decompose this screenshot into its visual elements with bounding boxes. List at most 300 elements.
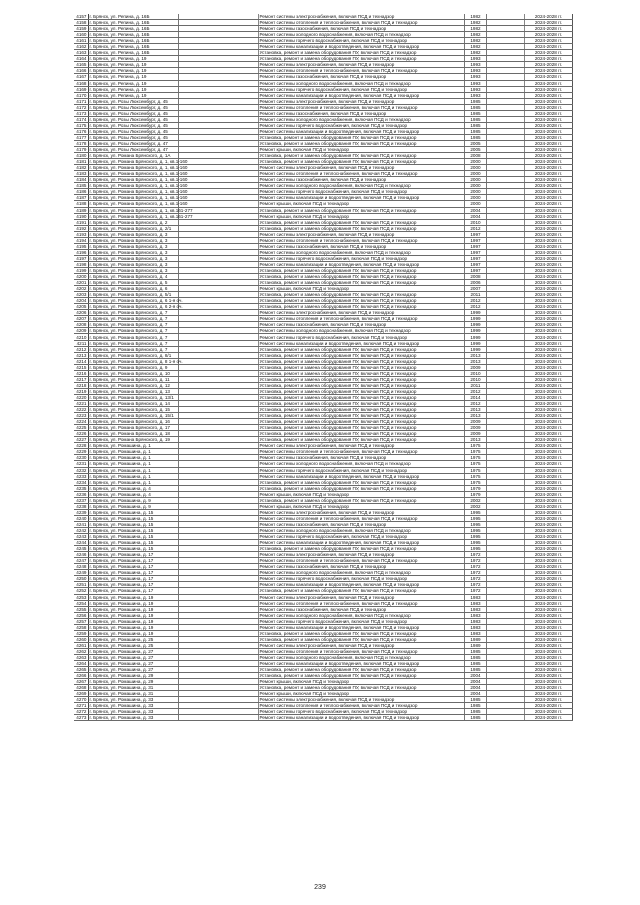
address-cell: г. Брянск, ул. Романа Брянского, д. 1, кв.1-160 [89, 201, 188, 207]
year-cell: 2013 [464, 437, 486, 443]
capital-repair-register-table [74, 14, 573, 721]
period-cell: 2024-2028 гг. [524, 691, 572, 697]
row-number: 4216 [74, 370, 88, 376]
year-cell: 1983 [464, 612, 486, 618]
row-number: 4176 [74, 128, 88, 134]
period-cell: 2024-2028 гг. [524, 195, 572, 201]
address-cell: г. Брянск, ул. Репина, д. 19 [88, 62, 178, 68]
row-number: 4165 [74, 62, 88, 68]
row-number: 4271 [74, 703, 88, 709]
address-cell: г. Брянск, ул. Ромашина, д. 19 [88, 618, 178, 624]
period-cell: 2024-2028 гг. [524, 594, 572, 600]
row-number: 4195 [74, 243, 88, 249]
work-type-cell: Установка, ремонт и замена оборудования ПУ, включая ПСД и технадзор [258, 207, 464, 213]
year-cell: 2013 [464, 358, 486, 364]
address-cell: г. Брянск, ул. Романа Брянского, д. 10 [88, 370, 178, 376]
address-cell: г. Брянск, ул. Романа Брянского, д. 2/1 [88, 225, 178, 231]
work-type-cell: Ремонт системы газоснабжения, включая ПСД и технадзор [258, 322, 464, 328]
work-type-cell: Ремонт системы канализации и водоотведения, включая ПСД и технадзор [258, 582, 464, 588]
year-cell: 2004 [464, 213, 486, 219]
address-cell: г. Брянск, ул. Ромашина, д. 15 [88, 515, 178, 521]
year-cell: 1983 [464, 594, 486, 600]
address-cell: г. Брянск, ул. Ромашина, д. 19 [88, 594, 178, 600]
year-cell: 2012 [464, 388, 486, 394]
year-cell: 1995 [464, 540, 486, 546]
row-number: 4207 [74, 316, 88, 322]
year-cell: 1985 [464, 116, 486, 122]
year-cell: 1979 [464, 485, 486, 491]
year-cell: 2002 [464, 503, 486, 509]
row-number: 4164 [74, 56, 88, 62]
address-cell: г. Брянск, ул. Репина, д. 16Б [88, 14, 178, 20]
year-cell: 2004 [464, 691, 486, 697]
table-body [74, 14, 572, 721]
period-cell: 2024-2028 гг. [524, 128, 572, 134]
period-cell: 2024-2028 гг. [524, 249, 572, 255]
year-cell: 2000 [464, 195, 486, 201]
year-cell: 1993 [464, 56, 486, 62]
row-number: 4199 [74, 267, 88, 273]
address-cell: г. Брянск, ул. Ромашина, д. 19 [88, 606, 178, 612]
period-cell: 2024-2028 гг. [524, 352, 572, 358]
address-cell: г. Брянск, ул. Ромашина, д. 17 [88, 552, 178, 558]
work-type-cell: Ремонт системы отопления и теплоснабжения, включая ПСД и технадзор [258, 20, 464, 26]
year-cell: 1993 [464, 86, 486, 92]
address-cell: г. Брянск, ул. Ромашина, д. 15 [88, 546, 178, 552]
year-cell: 1975 [464, 455, 486, 461]
period-cell: 2024-2028 гг. [524, 485, 572, 491]
row-number: 4241 [74, 521, 88, 527]
period-cell: 2024-2028 гг. [524, 171, 572, 177]
year-cell: 1982 [464, 20, 486, 26]
period-cell: 2024-2028 гг. [524, 582, 572, 588]
work-type-cell: Ремонт системы горячего водоснабжения, включая ПСД и технадзор [258, 334, 464, 340]
row-number: 4258 [74, 624, 88, 630]
year-cell: 1982 [464, 50, 486, 56]
address-cell: г. Брянск, ул. Романа Брянского, д. 3 [88, 267, 178, 273]
row-number: 4265 [74, 667, 88, 673]
work-type-cell: Установка, ремонт и замена оборудования ПУ, включая ПСД и технадзор [258, 267, 464, 273]
year-cell: 1972 [464, 558, 486, 564]
row-number: 4201 [74, 280, 88, 286]
work-type-cell: Ремонт системы холодного водоснабжения, включая ПСД и технадзор [258, 80, 464, 86]
row-number: 4179 [74, 147, 88, 153]
work-type-cell: Установка, ремонт и замена оборудования ПУ, включая ПСД и технадзор [258, 407, 464, 413]
row-number: 4242 [74, 527, 88, 533]
year-cell: 1985 [464, 128, 486, 134]
address-cell: г. Брянск, ул. Ромашина, д. 15 [88, 509, 178, 515]
year-cell: 2000 [464, 171, 486, 177]
year-cell: 2000 [464, 165, 486, 171]
address-cell: г. Брянск, ул. Романа Брянского, д. 8/1 [88, 352, 178, 358]
row-number: 4203 [74, 292, 88, 298]
row-number: 4172 [74, 104, 88, 110]
row-number: 4185 [74, 183, 88, 189]
row-number: 4229 [74, 449, 88, 455]
period-cell: 2024-2028 гг. [524, 134, 572, 140]
row-number: 4239 [74, 509, 88, 515]
address-cell: г. Брянск, ул. Репина, д. 16Б [88, 32, 178, 38]
work-type-cell: Ремонт системы электроснабжения, включая ПСД и технадзор [258, 310, 464, 316]
year-cell: 1983 [464, 606, 486, 612]
period-cell: 2024-2028 гг. [524, 624, 572, 630]
row-number: 4186 [74, 189, 88, 195]
row-number: 4270 [74, 697, 88, 703]
year-cell: 1985 [464, 104, 486, 110]
address-cell: г. Брянск, ул. Ромашина, д. 29 [88, 673, 178, 679]
year-cell: 1995 [464, 521, 486, 527]
work-type-cell: Ремонт системы горячего водоснабжения, включая ПСД и технадзор [258, 709, 464, 715]
period-cell: 2024-2028 гг. [524, 116, 572, 122]
work-type-cell: Ремонт системы канализации и водоотведения, включая ПСД и технадзор [258, 195, 464, 201]
year-cell: 1972 [464, 582, 486, 588]
row-number: 4219 [74, 388, 88, 394]
period-cell: 2024-2028 гг. [524, 255, 572, 261]
year-cell: 1999 [464, 316, 486, 322]
year-cell: 2000 [464, 201, 486, 207]
period-cell: 2024-2028 гг. [524, 654, 572, 660]
address-cell: г. Брянск, ул. Ромашина, д. 33 [88, 703, 178, 709]
work-type-cell: Установка, ремонт и замена оборудования ПУ, включая ПСД и технадзор [258, 358, 464, 364]
work-type-cell: Ремонт системы газоснабжения, включая ПСД и технадзор [258, 110, 464, 116]
work-type-cell: Ремонт системы газоснабжения, включая ПСД и технадзор [258, 26, 464, 32]
year-cell: 1983 [464, 618, 486, 624]
row-number: 4262 [74, 648, 88, 654]
row-number: 4238 [74, 503, 88, 509]
work-type-cell: Ремонт системы отопления и теплоснабжения, включая ПСД и технадзор [258, 237, 464, 243]
year-cell: 2013 [464, 413, 486, 419]
blank-cell [486, 715, 524, 721]
row-number: 4250 [74, 576, 88, 582]
work-type-cell: Установка, ремонт и замена оборудования ПУ, включая ПСД и технадзор [258, 140, 464, 146]
work-type-cell: Установка, ремонт и замена оборудования ПУ, включая ПСД и технадзор [258, 153, 464, 159]
work-type-cell: Установка, ремонт и замена оборудования ПУ, включая ПСД и технадзор [258, 298, 464, 304]
address-cell: г. Брянск, ул. Романа Брянского, д. 15 [88, 407, 178, 413]
row-number: 4222 [74, 407, 88, 413]
work-type-cell: Ремонт системы отопления и теплоснабжения, включая ПСД и технадзор [258, 449, 464, 455]
work-type-cell: Ремонт системы электроснабжения, включая ПСД и технадзор [258, 231, 464, 237]
address-cell: г. Брянск, ул. Романа Брянского, д. 18 [88, 431, 178, 437]
period-cell: 2024-2028 гг. [524, 630, 572, 636]
row-number: 4205 [74, 304, 88, 310]
work-type-cell: Ремонт системы холодного водоснабжения, включая ПСД и технадзор [258, 328, 464, 334]
address-cell: г. Брянск, ул. Ромашина, д. 17 [88, 576, 178, 582]
year-cell: 1985 [464, 661, 486, 667]
year-cell: 2014 [464, 394, 486, 400]
work-type-cell: Установка, ремонт и замена оборудования ПУ, включая ПСД и технадзор [258, 588, 464, 594]
period-cell: 2024-2028 гг. [524, 334, 572, 340]
blank-cell [178, 715, 258, 721]
period-cell: 2024-2028 гг. [524, 618, 572, 624]
year-cell: 2004 [464, 679, 486, 685]
work-type-cell: Установка, ремонт и замена оборудования ПУ, включая ПСД и технадзор [258, 673, 464, 679]
work-type-cell: Ремонт системы отопления и теплоснабжения, включая ПСД и технадзор [258, 171, 464, 177]
address-cell: г. Брянск, ул. Розы Люксембург, д. 45 [88, 98, 178, 104]
period-cell: 2024-2028 гг. [524, 280, 572, 286]
row-number: 4190 [74, 213, 88, 219]
address-cell: г. Брянск, ул. Романа Брянского, д. 7 [88, 334, 178, 340]
work-type-cell: Ремонт системы отопления и теплоснабжения, включая ПСД и технадзор [258, 648, 464, 654]
work-type-cell: Ремонт системы канализации и водоотведения, включая ПСД и технадзор [258, 92, 464, 98]
year-cell: 2012 [464, 298, 486, 304]
work-type-cell: Установка, ремонт и замена оборудования ПУ, включая ПСД и технадзор [258, 546, 464, 552]
work-type-cell: Установка, ремонт и замена оборудования ПУ, включая ПСД и технадзор [258, 497, 464, 503]
period-cell: 2024-2028 гг. [524, 74, 572, 80]
row-number: 4202 [74, 286, 88, 292]
work-type-cell: Установка, ремонт и замена оборудования ПУ, включая ПСД и технадзор [258, 485, 464, 491]
address-cell: г. Брянск, ул. Романа Брянского, д. 3 [88, 261, 178, 267]
row-number: 4177 [74, 134, 88, 140]
period-cell: 2024-2028 гг. [524, 588, 572, 594]
address-cell: г. Брянск, ул. Репина, д. 16Б [88, 38, 178, 44]
row-number: 4173 [74, 110, 88, 116]
work-type-cell: Установка, ремонт и замена оборудования ПУ, включая ПСД и технадзор [258, 636, 464, 642]
row-number: 4251 [74, 582, 88, 588]
period-cell: 2024-2028 гг. [524, 461, 572, 467]
row-number: 4227 [74, 437, 88, 443]
period-cell: 2024-2028 гг. [524, 515, 572, 521]
year-cell: 1975 [464, 449, 486, 455]
period-cell: 2024-2028 гг. [524, 26, 572, 32]
row-number: 4208 [74, 322, 88, 328]
year-cell: 1989 [464, 636, 486, 642]
work-type-cell: Ремонт системы электроснабжения, включая ПСД и технадзор [258, 165, 464, 171]
period-cell: 2024-2028 гг. [524, 201, 572, 207]
row-number: 4168 [74, 80, 88, 86]
address-cell: г. Брянск, ул. Ромашина, д. 1 [88, 443, 178, 449]
work-type-cell: Ремонт системы канализации и водоотведения, включая ПСД и технадзор [258, 540, 464, 546]
work-type-cell: Установка, ремонт и замена оборудования ПУ, включая ПСД и технадзор [258, 159, 464, 165]
year-cell: 2008 [464, 274, 486, 280]
work-type-cell: Ремонт системы газоснабжения, включая ПСД и технадзор [258, 455, 464, 461]
address-cell: г. Брянск, ул. Романа Брянского, д. 14 [88, 401, 178, 407]
period-cell: 2024-2028 гг. [524, 546, 572, 552]
period-cell: 2024-2028 гг. [524, 636, 572, 642]
row-number: 4261 [74, 642, 88, 648]
address-cell: г. Брянск, ул. Романа Брянского, д. 3 [88, 243, 178, 249]
row-number: 4174 [74, 116, 88, 122]
address-cell: г. Брянск, ул. Ромашина, д. 15 [88, 534, 178, 540]
address-cell: г. Брянск, ул. Ромашина, д. 1 [88, 461, 178, 467]
row-number: 4158 [74, 20, 88, 26]
address-cell: г. Брянск, ул. Романа Брянского, д. 13/1 [88, 394, 178, 400]
address-cell: г. Брянск, ул. Романа Брянского, д. 7 [88, 310, 178, 316]
row-number: 4249 [74, 570, 88, 576]
year-cell: 1985 [464, 110, 486, 116]
year-cell: 1989 [464, 642, 486, 648]
period-cell: 2024-2028 гг. [524, 68, 572, 74]
work-type-cell: Ремонт системы горячего водоснабжения, включая ПСД и технадзор [258, 38, 464, 44]
year-cell: 2010 [464, 376, 486, 382]
address-cell: г. Брянск, ул. Романа Брянского, д. 3 [88, 231, 178, 237]
work-type-cell: Ремонт системы холодного водоснабжения, включая ПСД и технадзор [258, 32, 464, 38]
period-cell: 2024-2028 гг. [524, 491, 572, 497]
row-number: 4221 [74, 401, 88, 407]
work-type-cell: Ремонт системы горячего водоснабжения, включая ПСД и технадзор [258, 86, 464, 92]
period-cell: 2024-2028 гг. [524, 697, 572, 703]
work-type-cell: Установка, ремонт и замена оборудования ПУ, включая ПСД и технадзор [258, 419, 464, 425]
year-cell: 2010 [464, 370, 486, 376]
year-cell: 1972 [464, 588, 486, 594]
work-type-cell: Ремонт системы газоснабжения, включая ПСД и технадзор [258, 177, 464, 183]
address-cell: г. Брянск, ул. Репина, д. 19 [88, 74, 178, 80]
row-number: 4214 [74, 358, 88, 364]
address-cell: г. Брянск, ул. Романа Брянского, д. 1, кв.1-160 [89, 171, 188, 177]
address-cell: г. Брянск, ул. Ромашина, д. 29 [88, 679, 178, 685]
address-cell: г. Брянск, ул. Романа Брянского, д. 1, кв.1-160 [89, 183, 188, 189]
row-number: 4231 [74, 461, 88, 467]
address-cell: г. Брянск, ул. Ромашина, д. 33 [88, 715, 178, 721]
year-cell: 2010 [464, 219, 486, 225]
year-cell: 1995 [464, 527, 486, 533]
work-type-cell: Ремонт системы отопления и теплоснабжения, включая ПСД и технадзор [258, 68, 464, 74]
address-cell: г. Брянск, ул. Репина, д. 16Б [88, 50, 178, 56]
work-type-cell: Установка, ремонт и замена оборудования ПУ, включая ПСД и технадзор [258, 437, 464, 443]
work-type-cell: Ремонт системы отопления и теплоснабжения, включая ПСД и технадзор [258, 104, 464, 110]
address-cell: г. Брянск, ул. Ромашина, д. 9 [88, 497, 178, 503]
year-cell: 2000 [464, 177, 486, 183]
row-number: 4235 [74, 485, 88, 491]
work-type-cell: Ремонт системы газоснабжения, включая ПСД и технадзор [258, 74, 464, 80]
year-cell: 1982 [464, 26, 486, 32]
period-cell: 2024-2028 гг. [524, 509, 572, 515]
row-number: 4248 [74, 564, 88, 570]
period-cell: 2024-2028 гг. [524, 159, 572, 165]
work-type-cell: Установка, ремонт и замена оборудования ПУ, включая ПСД и технадзор [258, 401, 464, 407]
address-cell: г. Брянск, ул. Ромашина, д. 19 [88, 624, 178, 630]
year-cell: 1982 [464, 44, 486, 50]
address-cell: г. Брянск, ул. Романа Брянского, д. 6 [88, 286, 178, 292]
address-cell: г. Брянск, ул. Репина, д. 16Б [88, 44, 178, 50]
address-cell: г. Брянск, ул. Романа Брянского, д. 8 1-я оч. [89, 358, 183, 364]
row-number: 4192 [74, 225, 88, 231]
address-cell: г. Брянск, ул. Романа Брянского, д. 17 [88, 425, 178, 431]
period-cell: 2024-2028 гг. [524, 237, 572, 243]
work-type-cell: Ремонт системы газоснабжения, включая ПСД и технадзор [258, 243, 464, 249]
period-cell: 2024-2028 гг. [524, 382, 572, 388]
period-cell: 2024-2028 гг. [524, 316, 572, 322]
period-cell: 2024-2028 гг. [524, 401, 572, 407]
period-cell: 2024-2028 гг. [524, 407, 572, 413]
work-type-cell: Установка, ремонт и замена оборудования ПУ, включая ПСД и технадзор [258, 382, 464, 388]
address-cell: г. Брянск, ул. Репина, д. 16Б [88, 20, 178, 26]
row-number: 4220 [74, 394, 88, 400]
period-cell: 2024-2028 гг. [524, 497, 572, 503]
period-cell: 2024-2028 гг. [524, 612, 572, 618]
year-cell: 1999 [464, 340, 486, 346]
row-number: 4189 [74, 207, 88, 213]
work-type-cell: Ремонт крыши, включая ПСД и технадзор [258, 503, 464, 509]
year-cell: 1995 [464, 509, 486, 515]
period-cell: 2024-2028 гг. [524, 648, 572, 654]
period-cell: 2024-2028 гг. [524, 310, 572, 316]
period-cell: 2024-2028 гг. [524, 479, 572, 485]
row-number: 4218 [74, 382, 88, 388]
period-cell: 2024-2028 гг. [524, 431, 572, 437]
period-cell: 2024-2028 гг. [524, 419, 572, 425]
work-type-cell: Установка, ремонт и замена оборудования ПУ, включая ПСД и технадзор [258, 388, 464, 394]
work-type-cell: Установка, ремонт и замена оборудования ПУ, включая ПСД и технадзор [258, 56, 464, 62]
year-cell: 2012 [464, 225, 486, 231]
work-type-cell: Установка, ремонт и замена оборудования ПУ, включая ПСД и технадзор [258, 134, 464, 140]
work-type-cell: Ремонт системы отопления и теплоснабжения, включая ПСД и технадзор [258, 515, 464, 521]
period-cell: 2024-2028 гг. [524, 564, 572, 570]
period-cell: 2024-2028 гг. [524, 165, 572, 171]
work-type-cell: Ремонт системы горячего водоснабжения, включая ПСД и технадзор [258, 189, 464, 195]
period-cell: 2024-2028 гг. [524, 140, 572, 146]
row-number: 4167 [74, 74, 88, 80]
period-cell: 2024-2028 гг. [524, 225, 572, 231]
row-number: 4236 [74, 491, 88, 497]
row-number: 4193 [74, 231, 88, 237]
period-cell: 2024-2028 гг. [524, 376, 572, 382]
work-type-cell: Ремонт системы холодного водоснабжения, включая ПСД и технадзор [258, 527, 464, 533]
row-number: 4196 [74, 249, 88, 255]
page-number: 239 [314, 884, 326, 891]
address-cell: г. Брянск, ул. Романа Брянского, д. 6 2-я оч. [89, 304, 183, 310]
row-number: 4157 [74, 14, 88, 20]
work-type-cell: Ремонт системы горячего водоснабжения, включая ПСД и технадзор [258, 122, 464, 128]
period-cell: 2024-2028 гг. [524, 703, 572, 709]
address-cell: г. Брянск, ул. Ромашина, д. 25 [88, 636, 178, 642]
work-type-cell: Ремонт системы канализации и водоотведения, включая ПСД и технадзор [258, 128, 464, 134]
period-cell: 2024-2028 гг. [524, 177, 572, 183]
address-cell: г. Брянск, ул. Ромашина, д. 33 [88, 697, 178, 703]
row-number: 4264 [74, 661, 88, 667]
year-cell: 1972 [464, 576, 486, 582]
address-cell: г. Брянск, ул. Ромашина, д. 17 [88, 588, 178, 594]
row-number: 4253 [74, 594, 88, 600]
year-cell: 1985 [464, 715, 486, 721]
period-cell: 2024-2028 гг. [524, 642, 572, 648]
work-type-cell: Ремонт системы холодного водоснабжения, включая ПСД и технадзор [258, 116, 464, 122]
row-number: 4187 [74, 195, 88, 201]
year-cell: 2008 [464, 153, 486, 159]
address-cell: г. Брянск, ул. Ромашина, д. 1 [88, 455, 178, 461]
year-cell: 2013 [464, 352, 486, 358]
year-cell: 2006 [464, 280, 486, 286]
row-number: 4259 [74, 630, 88, 636]
period-cell: 2024-2028 гг. [524, 14, 572, 20]
year-cell: 2007 [464, 286, 486, 292]
work-type-cell: Ремонт системы отопления и теплоснабжения, включая ПСД и технадзор [258, 600, 464, 606]
work-type-cell: Ремонт системы холодного водоснабжения, включая ПСД и технадзор [258, 654, 464, 660]
period-cell: 2024-2028 гг. [524, 20, 572, 26]
work-type-cell: Ремонт крыши, включая ПСД и технадзор [258, 679, 464, 685]
row-number: 4198 [74, 261, 88, 267]
work-type-cell: Установка, ремонт и замена оборудования ПУ, включая ПСД и технадзор [258, 394, 464, 400]
row-number: 4191 [74, 219, 88, 225]
period-cell: 2024-2028 гг. [524, 62, 572, 68]
year-cell: 2012 [464, 304, 486, 310]
period-cell: 2024-2028 гг. [524, 679, 572, 685]
period-cell: 2024-2028 гг. [524, 98, 572, 104]
row-number: 4237 [74, 497, 88, 503]
period-cell: 2024-2028 гг. [524, 147, 572, 153]
row-number: 4159 [74, 26, 88, 32]
row-number: 4228 [74, 443, 88, 449]
row-number: 4210 [74, 334, 88, 340]
row-number: 4169 [74, 86, 88, 92]
year-cell: 1972 [464, 570, 486, 576]
address-cell: г. Брянск, ул. Романа Брянского, д. 5 [88, 280, 178, 286]
row-number: 4243 [74, 534, 88, 540]
period-cell: 2024-2028 гг. [524, 261, 572, 267]
period-cell: 2024-2028 гг. [524, 388, 572, 394]
row-number: 4269 [74, 691, 88, 697]
address-cell: г. Брянск, ул. Романа Брянского, д. 7 [88, 322, 178, 328]
row-number: 4263 [74, 654, 88, 660]
